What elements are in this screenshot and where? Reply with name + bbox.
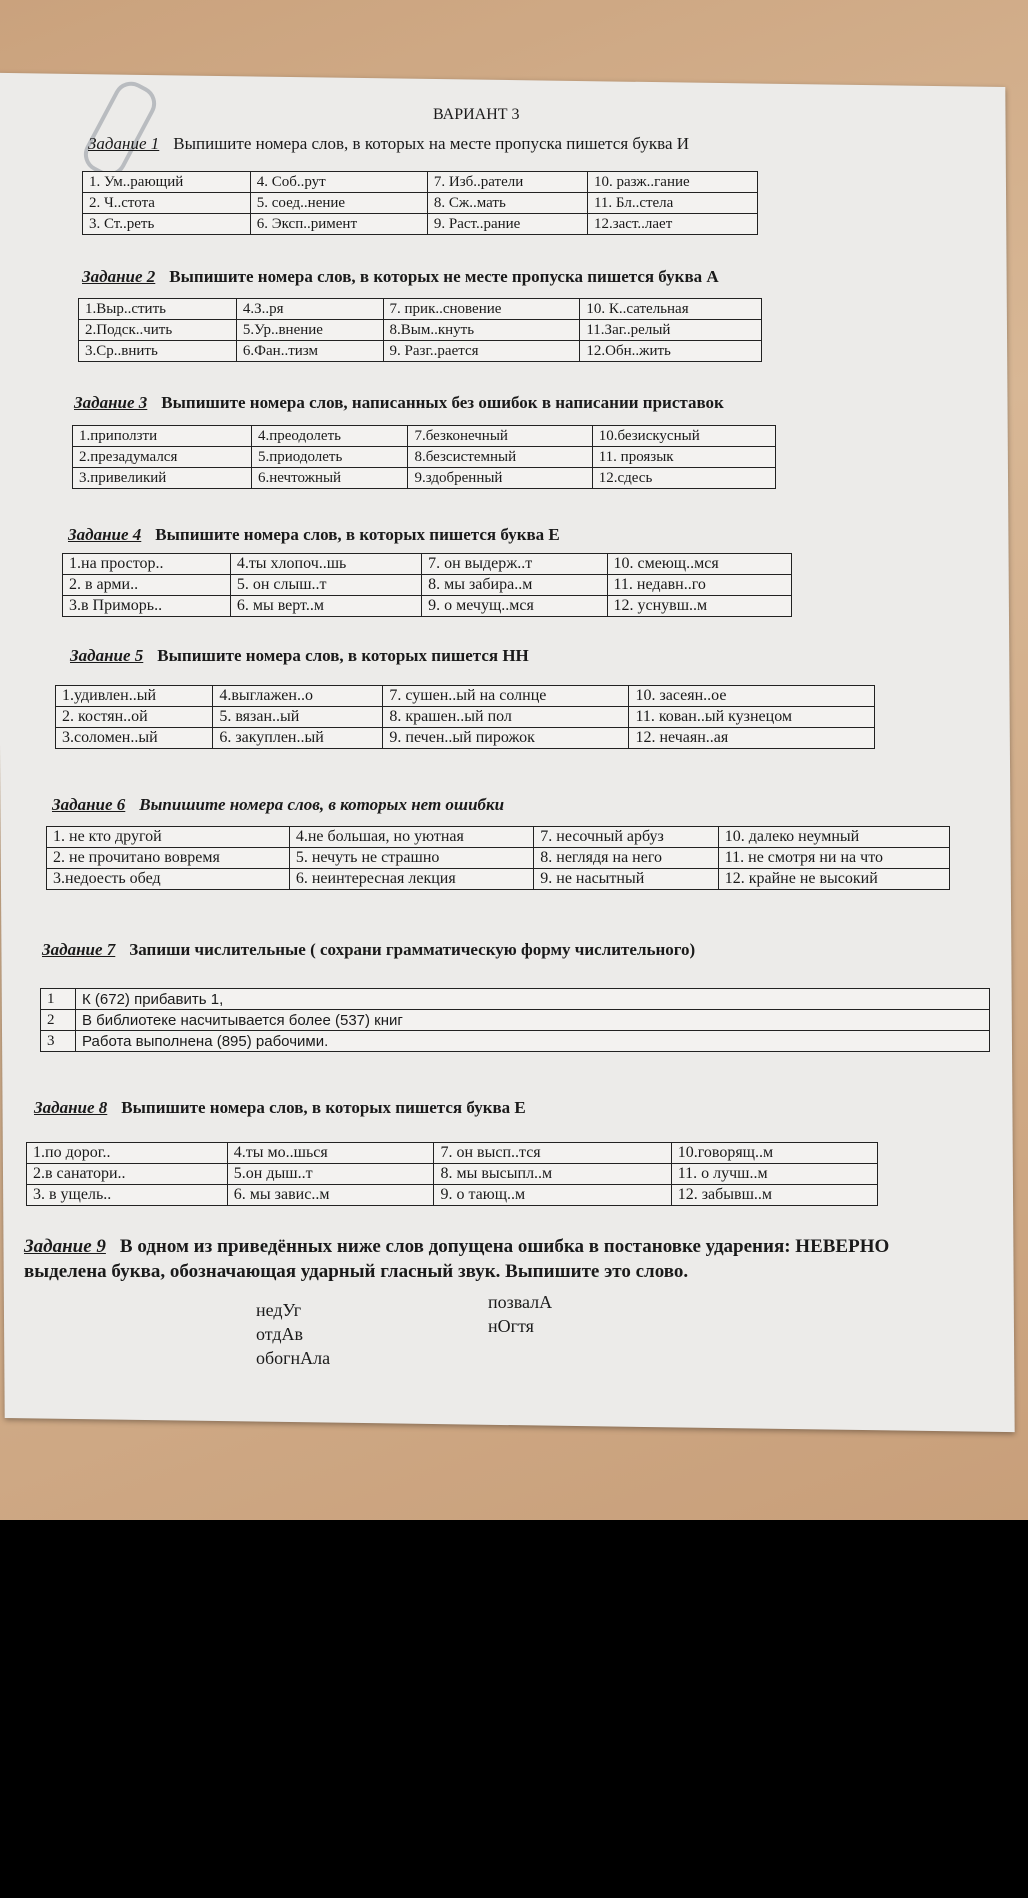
task-2-title xyxy=(82,267,719,287)
table-cell: 4.З..ря xyxy=(236,299,383,320)
task-7-title xyxy=(42,940,695,960)
task-3-title xyxy=(74,393,724,413)
table-cell: 2. не прочитано вовремя xyxy=(47,848,290,869)
table-cell: 8. неглядя на него xyxy=(534,848,718,869)
table-row xyxy=(41,1031,990,1052)
task-4-table xyxy=(62,553,792,617)
table-cell: 4. Соб..рут xyxy=(250,172,427,193)
word-item: недУг xyxy=(256,1300,302,1320)
table-cell: 12. нечаян..ая xyxy=(629,728,875,749)
table-row xyxy=(56,686,875,707)
table-cell: 8. мы высыпл..м xyxy=(434,1164,671,1185)
table-cell: 4.преодолеть xyxy=(251,426,407,447)
table-cell: 2.презадумался xyxy=(73,447,252,468)
table-row xyxy=(41,989,990,1010)
table-cell: 9. о тающ..м xyxy=(434,1185,671,1206)
table-cell: 3.Ср..внить xyxy=(79,341,237,362)
table-cell: 2 xyxy=(41,1010,76,1031)
black-area xyxy=(0,1520,1028,1898)
table-cell: 3. в ущель.. xyxy=(27,1185,228,1206)
table-row xyxy=(73,426,776,447)
table-cell: 10. смеющ..мся xyxy=(607,554,792,575)
table-cell: 3.недоесть обед xyxy=(47,869,290,890)
task-9-instruction-2: выделена буква, обозначающая ударный гласный звук. Выпишите это слово. xyxy=(24,1261,689,1282)
variant-title: ВАРИАНТ 3 xyxy=(433,106,520,123)
table-row xyxy=(47,848,950,869)
table-cell: 10. засеян..ое xyxy=(629,686,875,707)
table-cell: 11. проязык xyxy=(592,447,775,468)
table-cell: 12.сдесь xyxy=(592,468,775,489)
table-cell: 6. закуплен..ый xyxy=(213,728,383,749)
table-row xyxy=(47,869,950,890)
word-item: обогнАла xyxy=(256,1348,331,1368)
table-cell: 12. крайне не высокий xyxy=(718,869,949,890)
table-cell: 5. он слыш..т xyxy=(230,575,421,596)
table-cell: 1.приползти xyxy=(73,426,252,447)
table-row xyxy=(63,554,792,575)
table-cell: 12.Обн..жить xyxy=(580,341,762,362)
table-cell: 5.приодолеть xyxy=(251,447,407,468)
table-cell: 10.безискусный xyxy=(592,426,775,447)
table-row xyxy=(27,1185,878,1206)
table-cell: 5. соед..нение xyxy=(250,193,427,214)
table-cell: 3 xyxy=(41,1031,76,1052)
table-cell: 7. сушен..ый на солнце xyxy=(383,686,629,707)
table-cell: 5.он дыш..т xyxy=(227,1164,434,1185)
table-cell: 6. мы верт..м xyxy=(230,596,421,617)
table-cell: 1. Ум..рающий xyxy=(83,172,251,193)
table-cell: 4.не большая, но уютная xyxy=(289,827,533,848)
table-cell: 3.привеликий xyxy=(73,468,252,489)
table-cell: 7. он выдерж..т xyxy=(422,554,607,575)
task-7-instruction: Запиши числительные ( сохрани грамматическую форму числительного) xyxy=(129,940,696,959)
table-cell: 11. недавн..го xyxy=(607,575,792,596)
task-7-number: Задание 7 xyxy=(42,940,116,959)
table-row xyxy=(63,596,792,617)
task-4-instruction: Выпишите номера слов, в которых пишется буква Е xyxy=(155,525,560,544)
task-8-number: Задание 8 xyxy=(34,1098,108,1117)
table-cell: 9. о мечущ..мся xyxy=(422,596,607,617)
table-cell: 4.ты хлопоч..шь xyxy=(230,554,421,575)
table-cell: 12.заст..лает xyxy=(587,214,757,235)
table-cell: 2. костян..ой xyxy=(56,707,213,728)
table-cell: К (672) прибавить 1, xyxy=(76,989,990,1010)
table-cell: Работа выполнена (895) рабочими. xyxy=(76,1031,990,1052)
task-2-number: Задание 2 xyxy=(82,267,156,286)
table-row xyxy=(79,299,762,320)
table-cell: 9.здобренный xyxy=(408,468,592,489)
task-1-title xyxy=(88,134,689,154)
table-cell: 7.безконечный xyxy=(408,426,592,447)
table-cell: В библиотеке насчитывается более (537) книг xyxy=(76,1010,990,1031)
table-cell: 8.безсистемный xyxy=(408,447,592,468)
task-1-instruction: Выпишите номера слов, в которых на месте пропуска пишется буква И xyxy=(173,134,690,153)
table-cell: 6.Фан..тизм xyxy=(236,341,383,362)
table-cell: 2. Ч..стота xyxy=(83,193,251,214)
word-item: нОгтя xyxy=(488,1316,534,1336)
table-cell: 6. мы завис..м xyxy=(227,1185,434,1206)
table-cell: 11. кован..ый кузнецом xyxy=(629,707,875,728)
table-cell: 5. вязан..ый xyxy=(213,707,383,728)
task-6-number: Задание 6 xyxy=(52,795,126,814)
table-cell: 2. в арми.. xyxy=(63,575,231,596)
task-8-instruction: Выпишите номера слов, в которых пишется буква Е xyxy=(121,1098,526,1117)
table-cell: 9. Раст..рание xyxy=(427,214,587,235)
table-row xyxy=(73,447,776,468)
task-5-title xyxy=(70,646,529,666)
task-5-instruction: Выпишите номера слов, в которых пишется НН xyxy=(157,646,529,665)
table-cell: 8.Вым..кнуть xyxy=(383,320,580,341)
table-cell: 11. Бл..стела xyxy=(587,193,757,214)
table-cell: 5.Ур..внение xyxy=(236,320,383,341)
task-3-number: Задание 3 xyxy=(74,393,148,412)
task-1-number: Задание 1 xyxy=(88,134,160,153)
table-cell: 3. Ст..реть xyxy=(83,214,251,235)
table-cell: 2.Подск..чить xyxy=(79,320,237,341)
table-cell: 1.на простор.. xyxy=(63,554,231,575)
table-cell: 3.соломен..ый xyxy=(56,728,213,749)
table-cell: 6.нечтожный xyxy=(251,468,407,489)
table-row xyxy=(27,1164,878,1185)
table-cell: 11.Заг..релый xyxy=(580,320,762,341)
task-2-table xyxy=(78,298,762,362)
table-cell: 3.в Приморь.. xyxy=(63,596,231,617)
table-cell: 9. печен..ый пирожок xyxy=(383,728,629,749)
table-cell: 1. не кто другой xyxy=(47,827,290,848)
table-cell: 8. мы забира..м xyxy=(422,575,607,596)
word-item: позвалА xyxy=(488,1292,553,1312)
table-row xyxy=(27,1143,878,1164)
task-7-table xyxy=(40,988,990,1052)
table-cell: 8. крашен..ый пол xyxy=(383,707,629,728)
task-5-table xyxy=(55,685,875,749)
table-cell: 9. Разг..рается xyxy=(383,341,580,362)
task-8-table xyxy=(26,1142,878,1206)
table-cell: 10. разж..гание xyxy=(587,172,757,193)
task-6-table xyxy=(46,826,950,890)
table-row xyxy=(79,341,762,362)
table-cell: 11. не смотря ни на что xyxy=(718,848,949,869)
table-cell: 2.в санатори.. xyxy=(27,1164,228,1185)
task-1-table xyxy=(82,171,758,235)
table-cell: 7. он высп..тся xyxy=(434,1143,671,1164)
table-row xyxy=(83,172,758,193)
task-4-title xyxy=(68,525,560,545)
table-cell: 4.ты мо..шься xyxy=(227,1143,434,1164)
table-cell: 10. К..сательная xyxy=(580,299,762,320)
table-row xyxy=(56,707,875,728)
table-cell: 10. далеко неумный xyxy=(718,827,949,848)
task-2-instruction: Выпишите номера слов, в которых не месте пропуска пишется буква А xyxy=(169,267,719,286)
task-9-number: Задание 9 xyxy=(24,1236,106,1257)
task-9-words-right xyxy=(488,1292,552,1340)
table-cell: 7. прик..сновение xyxy=(383,299,580,320)
table-cell: 6. неинтересная лекция xyxy=(289,869,533,890)
table-cell: 6. Эксп..римент xyxy=(250,214,427,235)
table-cell: 9. не насытный xyxy=(534,869,718,890)
table-row xyxy=(56,728,875,749)
table-row xyxy=(83,193,758,214)
table-cell: 7. Изб..ратели xyxy=(427,172,587,193)
task-3-instruction: Выпишите номера слов, написанных без ошибок в написании приставок xyxy=(161,393,724,412)
task-6-title xyxy=(52,795,504,815)
table-cell: 1.удивлен..ый xyxy=(56,686,213,707)
table-cell: 10.говорящ..м xyxy=(671,1143,877,1164)
table-row xyxy=(79,320,762,341)
word-item: отдАв xyxy=(256,1324,304,1344)
table-cell: 7. несочный арбуз xyxy=(534,827,718,848)
table-cell: 5. нечуть не страшно xyxy=(289,848,533,869)
table-row xyxy=(63,575,792,596)
table-cell: 1 xyxy=(41,989,76,1010)
table-row xyxy=(41,1010,990,1031)
task-3-table xyxy=(72,425,776,489)
table-row xyxy=(83,214,758,235)
table-cell: 12. забывш..м xyxy=(671,1185,877,1206)
task-9-block xyxy=(24,1234,1014,1284)
table-cell: 12. уснувш..м xyxy=(607,596,792,617)
task-4-number: Задание 4 xyxy=(68,525,142,544)
table-cell: 1.по дорог.. xyxy=(27,1143,228,1164)
table-cell: 11. о лучш..м xyxy=(671,1164,877,1185)
task-9-instruction-1: В одном из приведённых ниже слов допущена ошибка в постановке ударения: НЕВЕРНО xyxy=(119,1236,890,1257)
task-8-title xyxy=(34,1098,526,1118)
table-row xyxy=(47,827,950,848)
table-cell: 4.выглажен..о xyxy=(213,686,383,707)
table-cell: 8. Сж..мать xyxy=(427,193,587,214)
task-9-line-1 xyxy=(24,1234,1014,1259)
table-row xyxy=(73,468,776,489)
task-6-instruction: Выпишите номера слов, в которых нет ошибки xyxy=(139,795,505,814)
table-cell: 1.Выр..стить xyxy=(79,299,237,320)
task-5-number: Задание 5 xyxy=(70,646,144,665)
task-9-words-left xyxy=(256,1300,330,1372)
